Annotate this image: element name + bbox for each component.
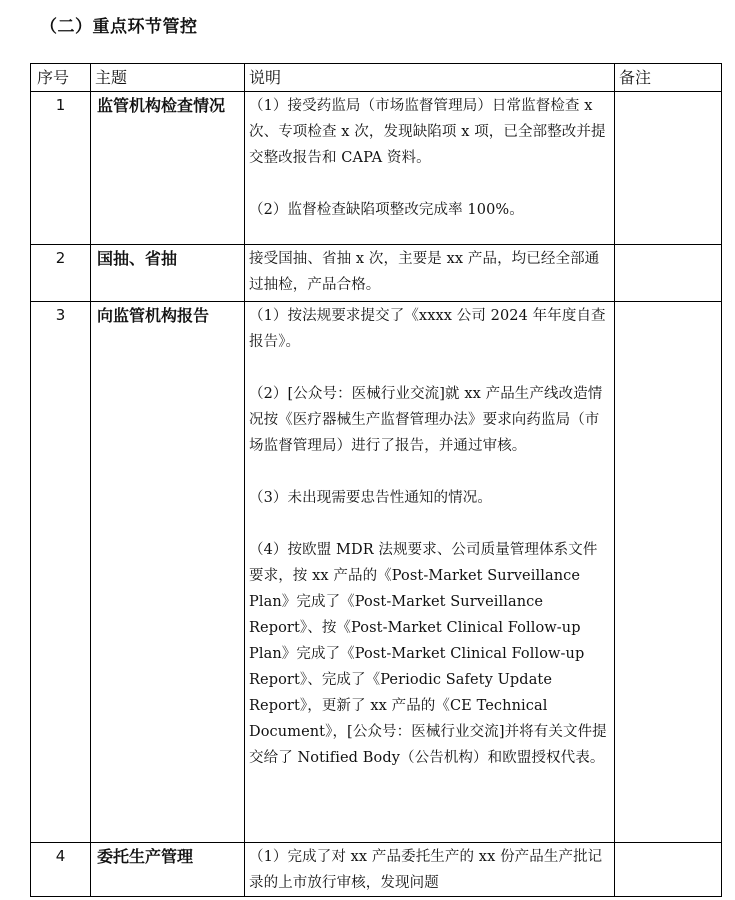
description-paragraph: （2）监督检查缺陷项整改完成率 100%。 — [249, 202, 524, 218]
row-number: 3 — [31, 302, 91, 843]
row-note — [615, 92, 722, 245]
description-paragraph: （2）[公众号：医械行业交流]就 xx 产品生产线改造情况按《医疗器械生产监督管理办法》要求向药监局（市场监督管理局）进行了报告，并通过审核。 — [249, 386, 603, 454]
row-number: 4 — [31, 843, 91, 897]
row-note — [615, 245, 722, 302]
column-header-no: 序号 — [31, 64, 91, 92]
description-paragraph: （1）接受药监局（市场监督管理局）日常监督检查 x 次、专项检查 x 次，发现缺陷项 x 项，已全部整改并提交整改报告和 CAPA 资料。 — [249, 98, 606, 166]
row-topic: 委托生产管理 — [91, 843, 245, 897]
column-header-note: 备注 — [615, 64, 722, 92]
description-paragraph: （1）按法规要求提交了《xxxx 公司 2024 年年度自查报告》。 — [249, 308, 606, 350]
row-description — [245, 843, 615, 897]
table-row — [31, 92, 722, 245]
row-topic: 监管机构检查情况 — [91, 92, 245, 245]
key-control-table — [30, 63, 722, 897]
row-number: 2 — [31, 245, 91, 302]
description-paragraph: （4）按欧盟 MDR 法规要求、公司质量管理体系文件要求，按 xx 产品的《Post-Market Surveillance Plan》完成了《Post-Market Surveillance Report》、按《Post-Market Clinical Follow-up Plan》完成了《Post-Market Clinical Follow-up Report》、完成了《Periodic Safety Update Report》，更新了 xx 产品的《CE Technical Document》，[公众号：医械行业交流]并将有关文件提交给了 Notified Body（公告机构）和欧盟授权代表。 — [249, 542, 607, 766]
row-number: 1 — [31, 92, 91, 245]
row-description — [245, 302, 615, 843]
row-topic: 国抽、省抽 — [91, 245, 245, 302]
table-row — [31, 302, 722, 843]
column-header-topic: 主题 — [91, 64, 245, 92]
row-note — [615, 843, 722, 897]
description-paragraph: 接受国抽、省抽 x 次，主要是 xx 产品，均已经全部通过抽检，产品合格。 — [249, 251, 600, 293]
row-description — [245, 245, 615, 302]
table-header-row — [31, 64, 722, 92]
row-note — [615, 302, 722, 843]
row-description — [245, 92, 615, 245]
section-heading: （二）重点环节管控 — [40, 17, 198, 37]
row-topic: 向监管机构报告 — [91, 302, 245, 843]
description-paragraph: （3）未出现需要忠告性通知的情况。 — [249, 490, 492, 506]
table-row — [31, 843, 722, 897]
table-row — [31, 245, 722, 302]
description-paragraph: （1）完成了对 xx 产品委托生产的 xx 份产品生产批记录的上市放行审核，发现问题 — [249, 849, 603, 891]
column-header-description: 说明 — [245, 64, 615, 92]
